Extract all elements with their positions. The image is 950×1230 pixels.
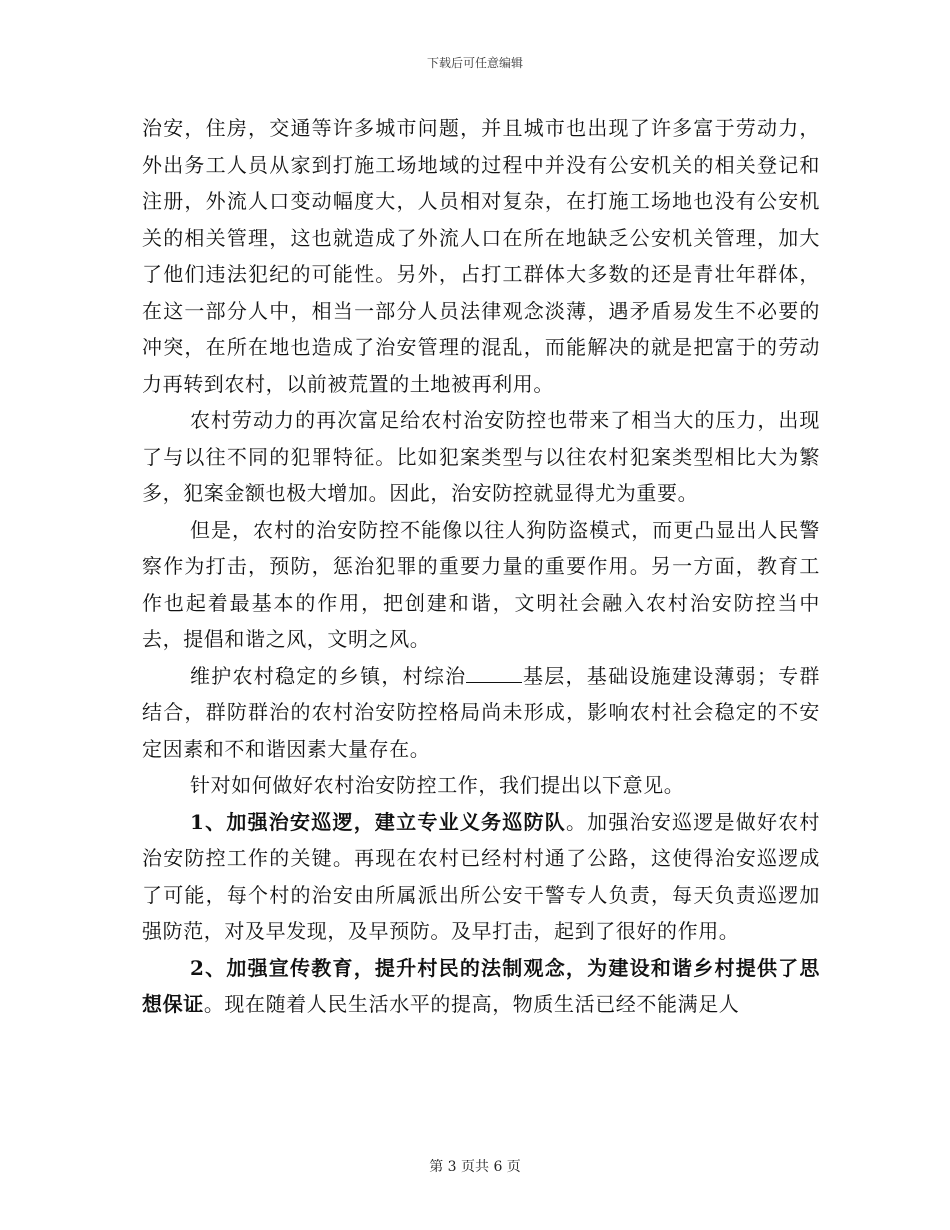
paragraph-1: 治安，住房，交通等许多城市问题，并且城市也出现了许多富于劳动力，外出务工人员从家到打施工场地域的过程中并没有公安机关的相关登记和注册，外流人口变动幅度大，人员相对复杂，在打施工场地也没有公安机关的相关管理，这也就造成了外流人口在所在地缺乏公安机关管理，加大了他们违法犯纪的可能性。另外，占打工群体大多数的还是青壮年群体，在这一部分人中，相当一部分人员法律观念淡薄，遇矛盾易发生不必要的冲突，在所在地也造成了治安管理的混乱，而能解决的就是把富于的劳动力再转到农村，以前被荒置的土地被再利用。	[142, 116, 820, 396]
paragraph-7	[142, 950, 820, 1023]
section-heading-2: 2、加强宣传教育，提升村民的法制观念，为建设和谐乡村提供了思想保证	[142, 955, 820, 1016]
page-footer: 第 3 页共 6 页	[429, 1159, 521, 1175]
paragraph-6	[142, 804, 820, 950]
paragraph-4	[142, 658, 820, 768]
paragraph-2: 农村劳动力的再次富足给农村治安防控也带来了相当大的压力，出现了与以往不同的犯罪特征。比如犯案类型与以往农村犯案类型相比大为繁多，犯案金额也极大增加。因此，治安防控就显得尤为重要。	[142, 408, 820, 505]
paragraph-7-body: 。现在随着人民生活水平的提高，物质生活已经不能满足人	[203, 992, 740, 1016]
paragraph-4-start: 维护农村稳定的乡镇，村综治	[190, 663, 467, 688]
paragraph-6-body: 。加强治安巡逻是做好农村治安防控工作的关键。再现在农村已经村村通了公路，这使得治安巡逻成了可能，每个村的治安由所属派出所公安干警专人负责，每天负责巡逻加强防范，对及早发现，及早预防。及早打击，起到了很好的作用。	[142, 809, 820, 943]
blank-underline	[466, 666, 522, 683]
page-header: 下载后可任意编辑	[426, 56, 523, 70]
paragraph-4-end: 基层，基础设施建设薄弱；专群结合，群防群治的农村治安防控格局尚未形成，影响农村社会稳定的不安定因素和不和谐因素大量存在。	[142, 663, 820, 761]
paragraph-5: 针对如何做好农村治安防控工作，我们提出以下意见。	[190, 773, 685, 797]
paragraph-3: 但是，农村的治安防控不能像以往人狗防盗模式，而更凸显出人民警察作为打击，预防，惩治犯罪的重要力量的重要作用。另一方面，教育工作也起着最基本的作用，把创建和谐，文明社会融入农村治安防控当中去，提倡和谐之风，文明之风。	[142, 517, 820, 651]
document-body	[142, 110, 820, 1023]
section-heading-1: 1、加强治安巡逻，建立专业义务巡防队	[190, 809, 566, 834]
